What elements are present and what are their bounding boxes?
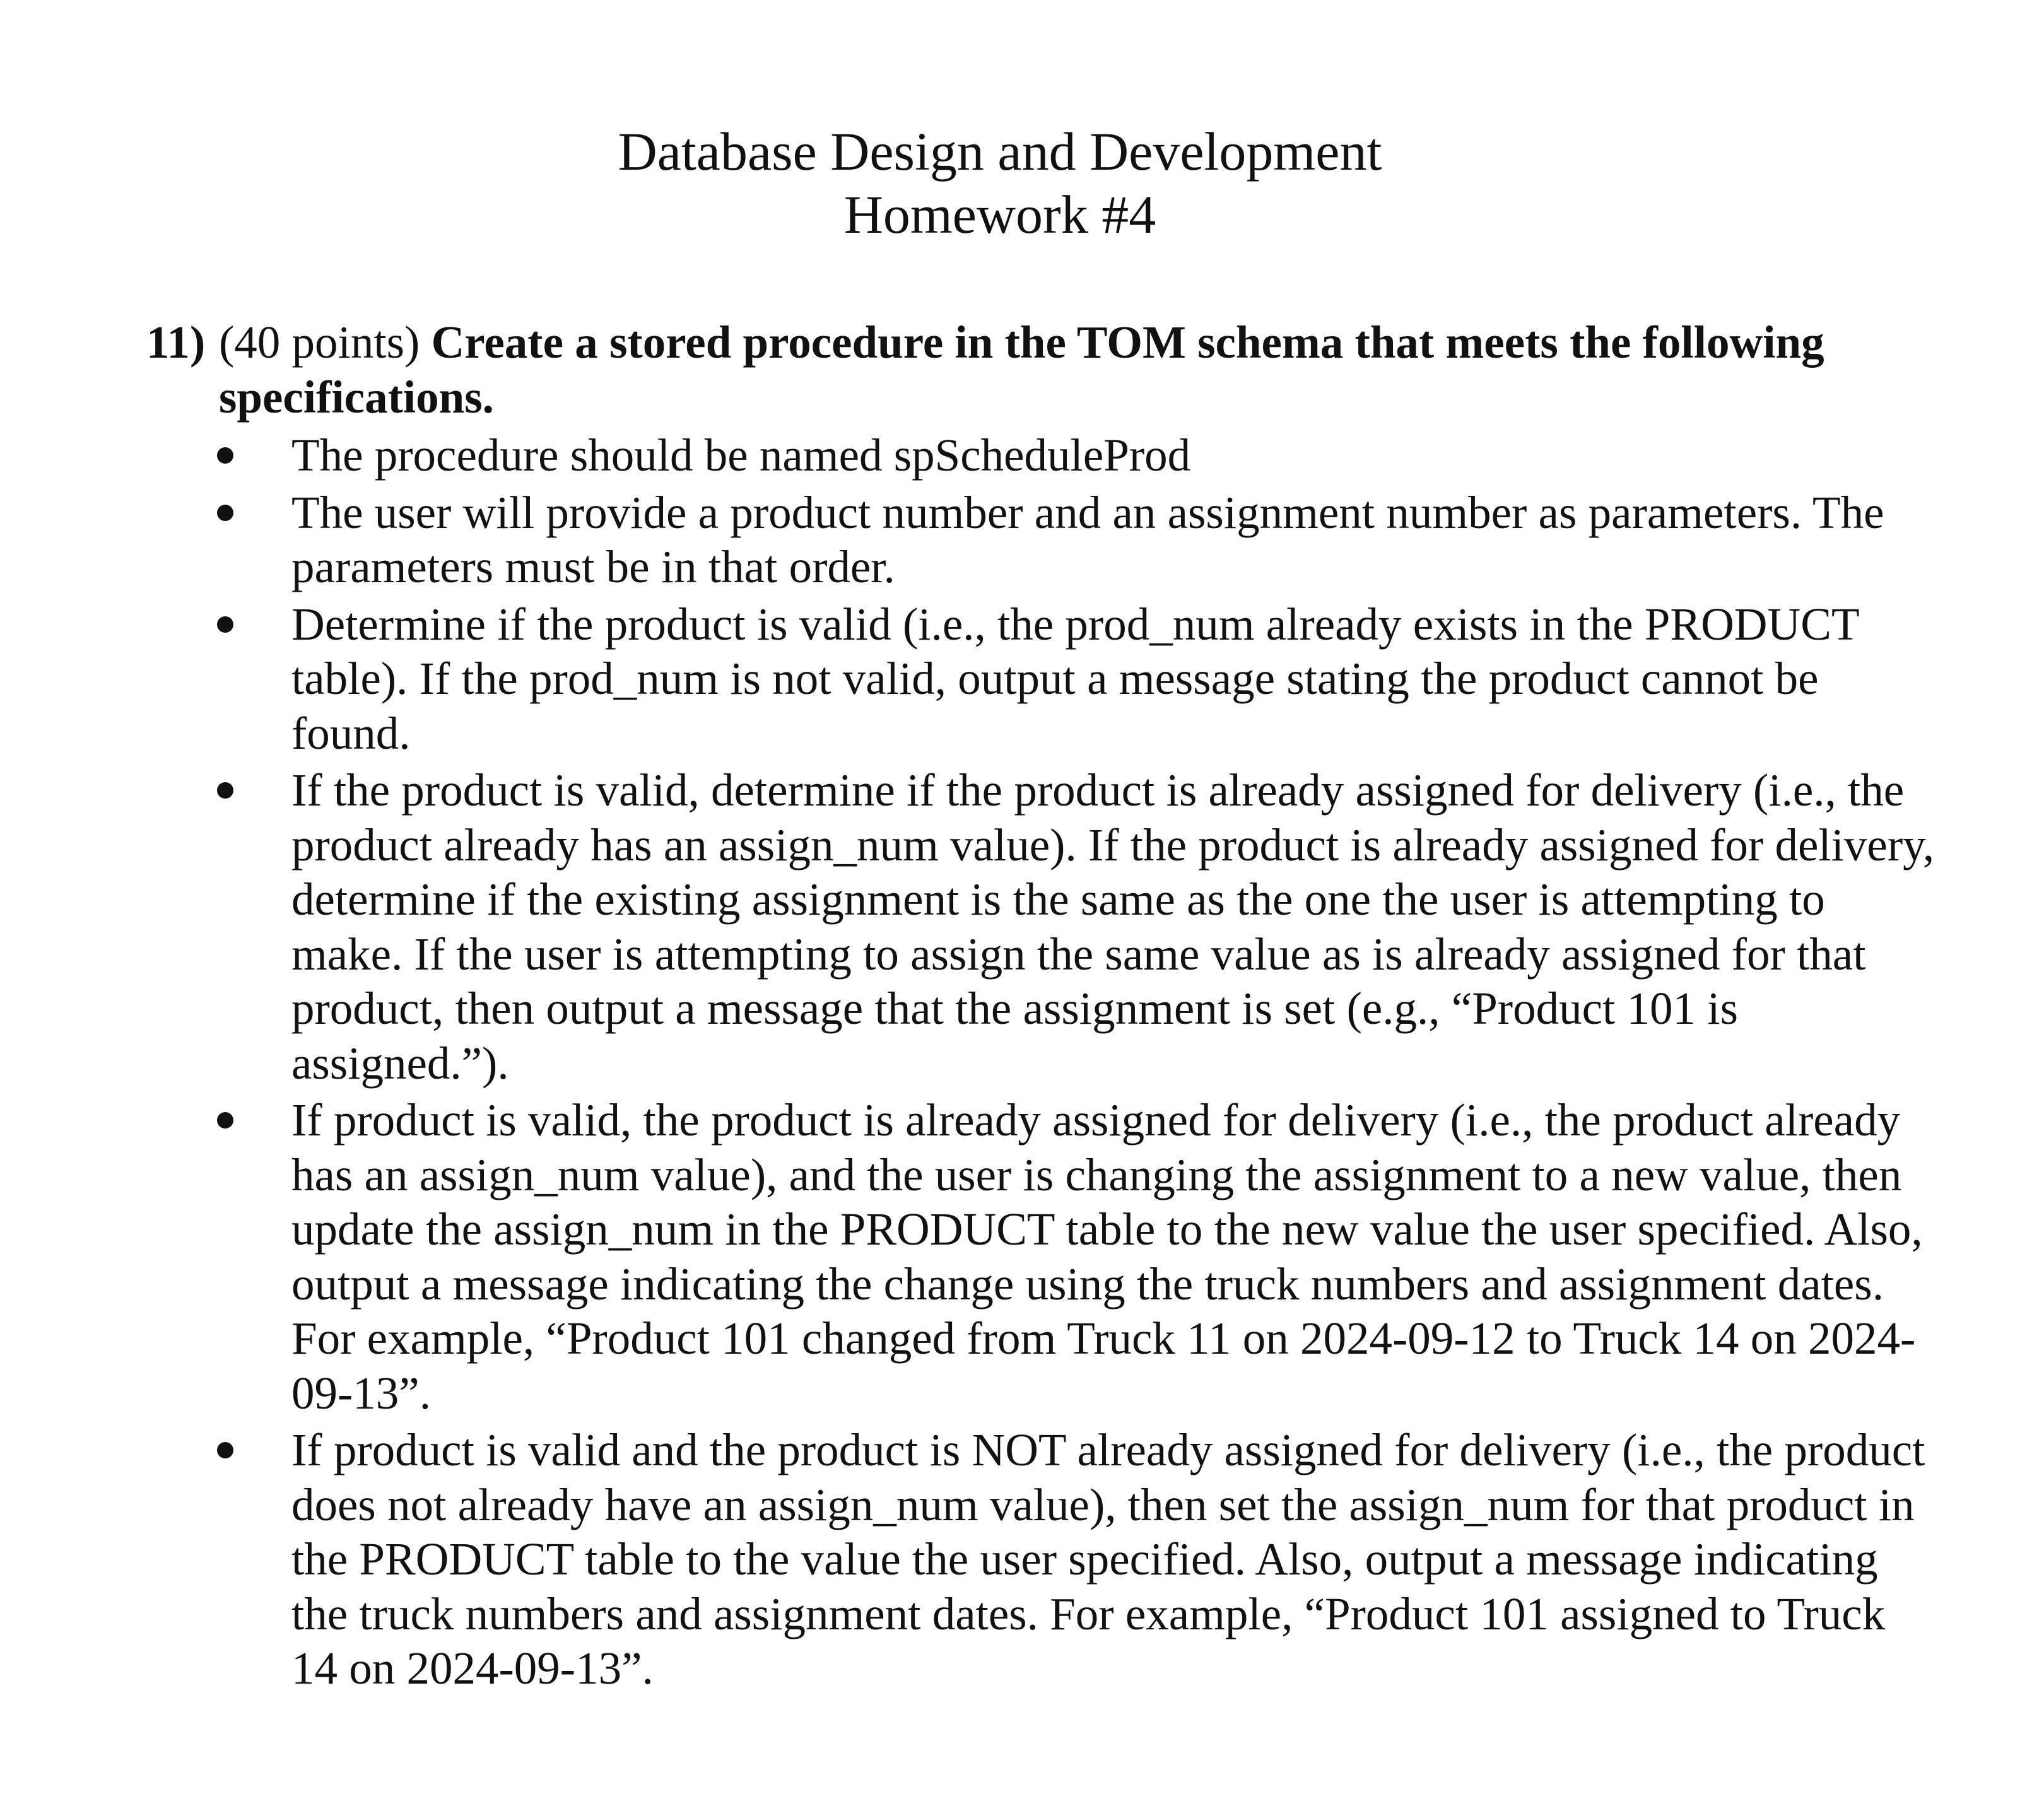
bullet-icon [217, 1442, 233, 1458]
question-prompt: Create a stored procedure in the TOM schema that meets the following specifications. [219, 317, 1824, 423]
bullet-icon [217, 782, 233, 799]
question-number: 11) [146, 317, 206, 368]
document-header [0, 120, 2000, 246]
bullet-icon [217, 616, 233, 633]
bullet-icon [217, 1112, 233, 1129]
list-item [291, 486, 1938, 595]
question-11 [146, 315, 1938, 1699]
question-points: (40 points) [219, 317, 420, 368]
list-item [291, 1423, 1938, 1696]
list-item-text: If product is valid and the product is NOT already assigned for delivery (i.e., the product does not already have an assign_num value), then set the assign_num for that product in the PRODUCT table to the value the user specified. Also, output a message indicating the truck numbers and assignment dates. For example, “Product 101 assigned to Truck 14 on 2024-09-13”. [291, 1424, 1925, 1694]
list-item-text: The procedure should be named spScheduleProd [291, 430, 1191, 481]
course-title: Database Design and Development [618, 121, 1382, 182]
list-item [291, 1093, 1938, 1421]
list-item-text: If product is valid, the product is already assigned for delivery (i.e., the product already has an assign_num value), and the user is changing the assignment to a new value, then update the assign_num in the PRODUCT table to the new value the user specified. Also, output a message indicating the change using the truck numbers and assignment dates. For example, “Product 101 changed from Truck 11 on 2024-09-12 to Truck 14 on 2024-09-13”. [291, 1094, 1923, 1419]
list-item-text: Determine if the product is valid (i.e., the prod_num already exists in the PRODUCT table). If the prod_num is not valid, output a message stating the product cannot be found. [291, 598, 1859, 759]
list-item-text: The user will provide a product number and an assignment number as parameters. The parameters must be in that order. [291, 486, 1884, 592]
list-item-text: If the product is valid, determine if the product is already assigned for delivery (i.e., the product already has an assign_num value). If the product is already assigned for delivery, determine if the existing assignment is the same as the one the user is attempting to make. If the user is attempting to assign the same value as is already assigned for that product, then output a message that the assignment is set (e.g., “Product 101 is assigned.”). [291, 765, 1935, 1089]
assignment-title: Homework #4 [843, 184, 1156, 245]
bullet-icon [217, 505, 233, 521]
bullet-icon [217, 447, 233, 464]
list-item [291, 763, 1938, 1091]
list-item [291, 428, 1938, 483]
specification-list [146, 428, 1938, 1696]
question-heading [146, 315, 1938, 425]
list-item [291, 597, 1938, 761]
